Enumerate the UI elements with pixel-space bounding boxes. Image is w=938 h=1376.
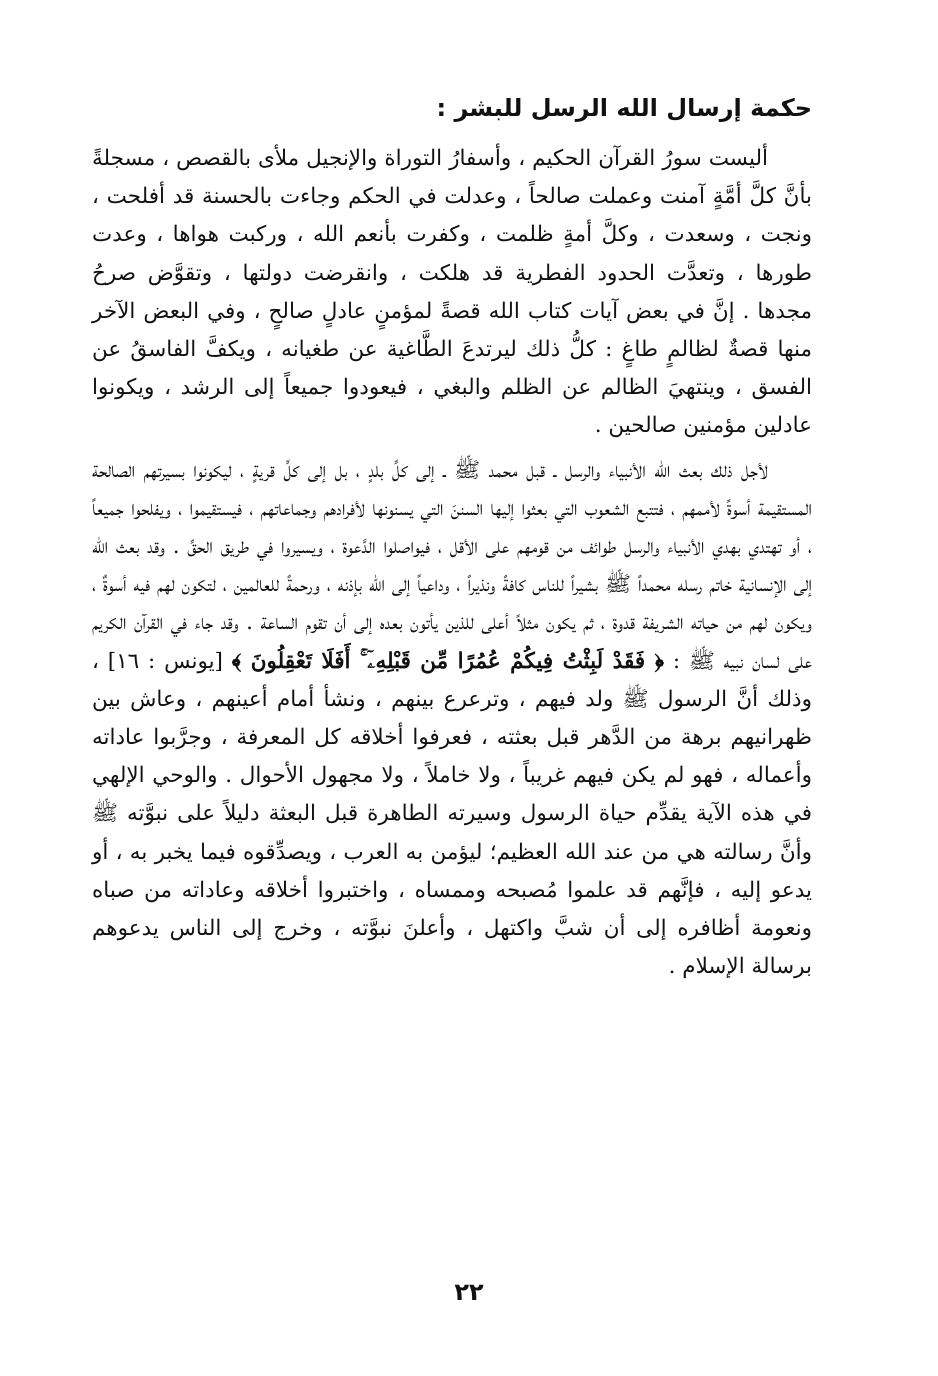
page-body — [92, 88, 812, 1338]
paragraph-2 — [92, 452, 812, 987]
page-number: ٢٢ — [454, 1278, 484, 1306]
paragraph-2-continuation: [يونس : ١٦] ، وذلك أنَّ الرسول ﷺ ولد فيهم ، وترعرع بينهم ، ونشأ أمام أعينهم ، وعاش بين ظهرانيهم برهة من الدَّهر قبل بعثته ، فعرفوا أخلاقه كل المعرفة ، وجرَّبوا عاداته وأعماله ، فهو لم يكن فيهم غريباً ، ولا خاملاً ، ولا مجهول الأحوال . والوحي الإلهي في هذه الآية يقدِّم حياة الرسول وسيرته الطاهرة قبل البعثة دليلاً على نبوَّته ﷺ وأنَّ رسالته هي من عند الله العظيم؛ ليؤمن به العرب ، ويصدِّقوه فيما يخبر به ، أو يدعو إليه ، فإنَّهم قد علموا مُصبحه وممساه ، واختبروا أخلاقه وعاداته من صباه ونعومة أظافره إلى أن شبَّ واكتهل ، وأعلنَ نبوَّته ، وخرج إلى الناس يدعوهم برسالة الإسلام . — [92, 648, 812, 980]
section-heading: حكمة إرسال الله الرسل للبشر : — [436, 94, 812, 122]
paragraph-2-text: لأجل ذلك بعث الله الأنبياء والرسل ـ قبل محمد ﷺ ـ إلى كلِّ بلدٍ ، بل إلى كلِّ قريةٍ ، ليكونوا بسيرتهم الصالحة المستقيمة أسوةً لأممهم ، فتتبع الشعوب التي بعثوا إليها السننَ التي يسنونها لأفرادهم وجماعاتهم ، فيستقيموا ، ويفلحوا جميعاً ، أو تهتدي بهدي الأنبياء والرسل طوائف من قومهم على الأقل ، فيواصلوا الدَّعوة ، ويسيروا في طريق الحقِّ . وقد بعث الله إلى الإنسانية خاتم رسله محمداً ﷺ بشيراً للناس كافةً ونذيراً ، وداعياً إلى الله بإذنه ، ورحمةً للعالمين ، لتكون لهم فيه أسوةٌ ، ويكون لهم من حياته الشريفة قدوة ، ثم يكون مثلاً أعلى للذين يأتون بعده إلى أن تقوم الساعة . وقد جاء في القرآن الكريم على لسان نبيه ﷺ : — [92, 457, 812, 674]
quran-verse: ﴿ فَقَدْ لَبِثْتُ فِيكُمْ عُمُرًا مِّن قَبْلِهِۦٓ ۚ أَفَلَا تَعْقِلُونَ ﴾ — [231, 648, 665, 674]
paragraph-1: أليست سورُ القرآن الحكيم ، وأسفارُ التوراة والإنجيل ملأى بالقصص ، مسجلةً بأنَّ كلَّ أمَّةٍ آمنت وعملت صالحاً ، وعدلت في الحكم وجاءت بالحسنة قد أفلحت ، ونجت ، وسعدت ، وكلَّ أمةٍ ظلمت ، وكفرت بأنعم الله ، وركبت هواها ، وعدت طورها ، وتعدَّت الحدود الفطرية قد هلكت ، وانقرضت دولتها ، وتقوَّض صرحُ مجدها . إنَّ في بعض آيات كتاب الله قصةً لمؤمنٍ عادلٍ صالحٍ ، وفي البعض الآخر منها قصةٌ لظالمٍ طاغٍ : كلُّ ذلك ليرتدعَ الطَّاغية عن طغيانه ، ويكفَّ الفاسقُ عن الفسق ، وينتهيَ الظالم عن الظلم والبغي ، فيعودوا جميعاً إلى الرشد ، ويكونوا عادلين مؤمنين صالحين . — [92, 146, 812, 439]
